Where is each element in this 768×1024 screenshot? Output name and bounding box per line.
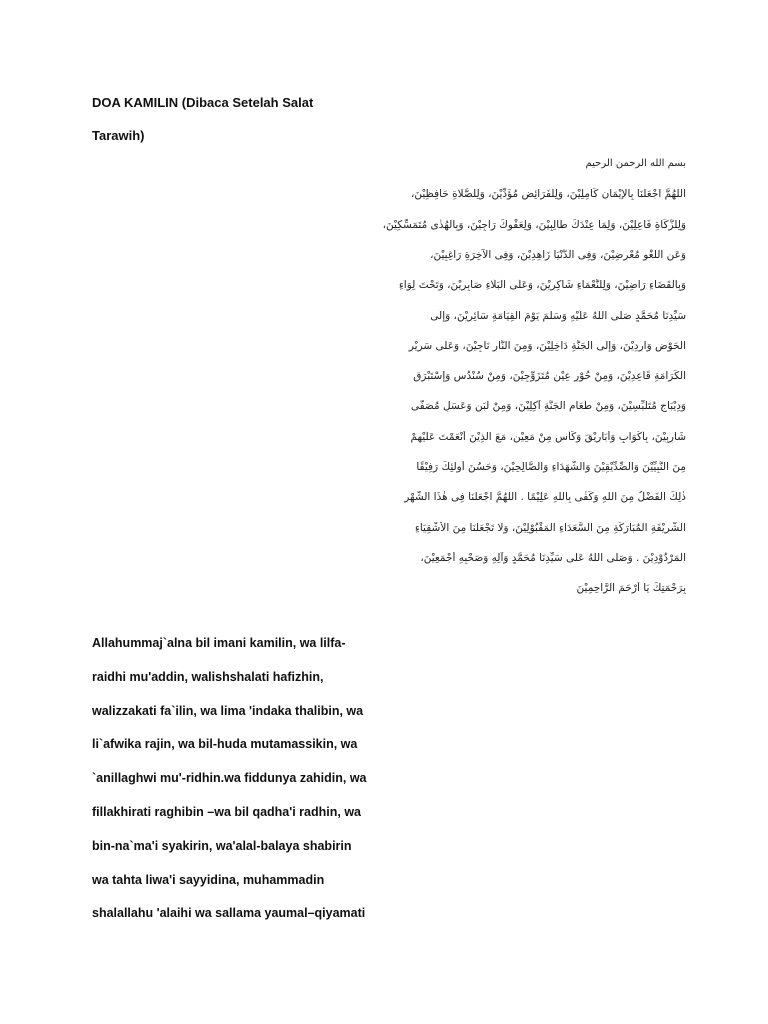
arabic-line: مِنَ النَّبِيِّيْنَ وَالصِّدِّيْقِيْنَ وَالشُّهَدَاءِ وَالصَّالِحِيْنَ، وَحَسُنَ أُولٰئِكَ رَفِيْقًا	[416, 461, 686, 473]
latin-line: walizzakati fa`ilin, wa lima 'indaka thalibin, wa	[92, 703, 364, 718]
arabic-line: وَلِلزَّكَاةِ فَاعِلِيْنَ، وَلِمَا عِنْدَكَ طَالِبِيْنَ، وَلِعَفْوِكَ رَاجِيْنَ، وَبِالْهُدٰى مُتَمَسِّكِيْنَ،	[382, 218, 686, 231]
latin-line: li`afwika rajin, wa bil-huda mutamassikin, wa	[92, 737, 358, 752]
arabic-line: وَعَنِ اللَّغْوِ مُعْرِضِيْنَ، وَفِى الدُّنْيَا زَاهِدِيْنَ، وَفِى الْآخِرَةِ رَاغِبِيْنَ،	[430, 248, 686, 261]
arabic-line: وَبِالْقَضَاءِ رَاضِيْنَ، وَلِلنَّعْمَاءِ شَاكِرِيْنَ، وَعَلَى الْبَلَاءِ صَابِرِيْنَ، وَتَحْتَ لِوَاءِ	[398, 279, 686, 292]
latin-line: fillakhirati raghibin –wa bil qadha'i radhin, wa	[92, 805, 361, 819]
arabic-line: بسم الله الرحمن الرحيم	[585, 158, 686, 169]
arabic-line: الْحَوْضِ وَارِدِيْنَ، وَإِلَى الْجَنَّةِ دَاخِلِيْنَ، وَمِنَ النَّارِ نَاجِيْنَ، وَعَلَى سَرِيْرِ	[408, 339, 686, 352]
arabic-line: الْكَرَامَةِ قَاعِدِيْنَ، وَمِنْ حُوْرٍ عِيْنٍ مُتَزَوِّجِيْنَ، وَمِنْ سُنْدُسٍ وَإِسْتَبْرَقٍ	[413, 370, 686, 383]
latin-line: wa tahta liwa'i sayyidina, muhammadin	[92, 872, 325, 887]
arabic-line: الشَّرِيْفَةِ الْمُبَارَكَةِ مِنَ السُّعَدَاءِ الْمَقْبُوْلِيْنَ، وَلَا تَجْعَلْنَا مِنَ الْأَشْقِيَاءِ	[414, 521, 686, 534]
arabic-line: سَيِّدِنَا مُحَمَّدٍ صَلَّى اللهُ عَلَيْهِ وَسَلَّمَ يَوْمَ الْقِيَامَةِ سَائِرِيْنَ، وَإِلَى	[430, 309, 686, 322]
arabic-line: الْمَرْدُوْدِيْنَ . وَصَلَّى اللهُ عَلٰى سَيِّدِنَا مُحَمَّدٍ وَآلِهِ وَصَحْبِهِ أَجْمَعِيْنَ،	[420, 551, 686, 564]
arabic-line: شَارِبِيْنَ، بِأَكْوَابٍ وَأَبَارِيْقَ وَكَأْسٍ مِنْ مَعِيْنٍ، مَعَ الَّذِيْنَ أَنْعَمْتَ عَلَيْهِمْ	[410, 430, 686, 443]
document-title: DOA KAMILIN (Dibaca Setelah Salat	[92, 95, 314, 110]
document-title-continued: Tarawih)	[92, 128, 145, 143]
latin-line: `anillaghwi mu'-ridhin.wa fiddunya zahidin, wa	[92, 771, 367, 786]
latin-line: Allahummaj`alna bil imani kamilin, wa lilfa-	[92, 636, 346, 650]
arabic-line: ذٰلِكَ الْفَضْلُ مِنَ اللهِ وَكَفٰى بِاللهِ عَلِيْمًا . اَللّٰهُمَّ اجْعَلْنَا فِى هٰذَا الشَّهْرِ	[404, 491, 686, 504]
arabic-line: بِرَحْمَتِكَ يَا أَرْحَمَ الرَّاحِمِيْنَ	[576, 582, 686, 595]
arabic-line: اَللّٰهُمَّ اجْعَلْنَا بِالْإِيْمَانِ كَامِلِيْنَ، وَلِلْفَرَائِضِ مُؤَدِّيْنَ، وَلِلصَّلَاةِ حَافِظِيْنَ،	[410, 188, 686, 201]
latin-line: bin-na`ma'i syakirin, wa'alal-balaya shabirin	[92, 838, 352, 853]
latin-line: shalallahu 'alaihi wa sallama yaumal–qiyamati	[92, 906, 366, 921]
arabic-line: وَدِيْبَاجٍ مُتَلَبِّسِيْنَ، وَمِنْ طَعَامِ الْجَنَّةِ آكِلِيْنَ، وَمِنْ لَبَنٍ وَعَسَلٍ مُصَفًّى	[410, 400, 686, 413]
latin-line: raidhi mu'addin, walishshalati hafizhin,	[92, 669, 324, 684]
